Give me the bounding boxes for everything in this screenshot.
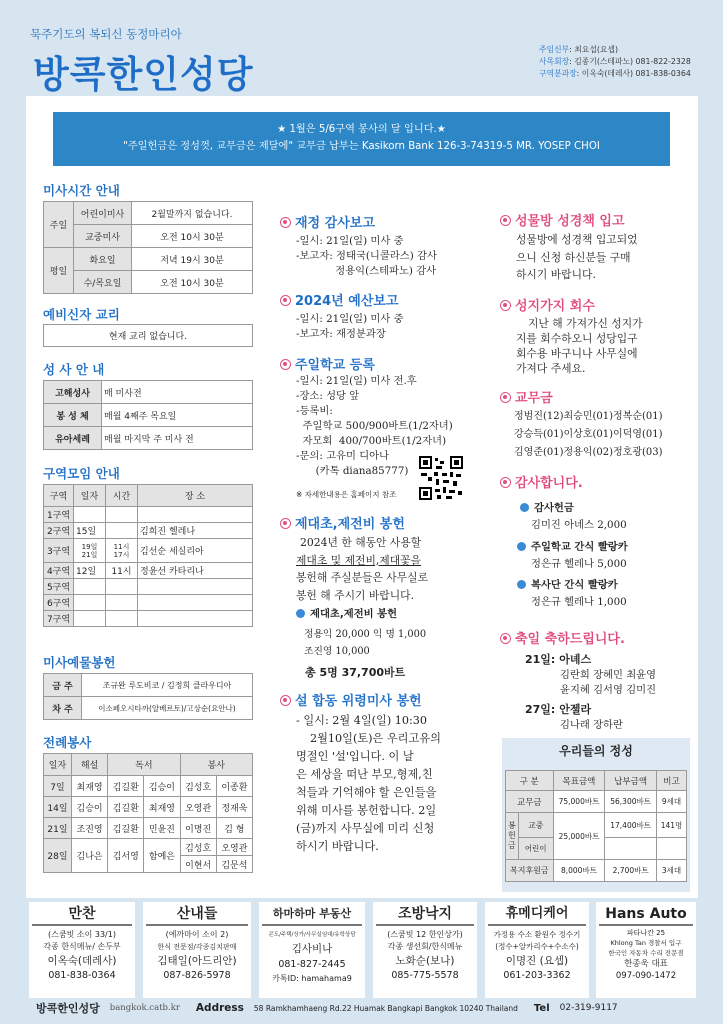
footer-addr: 58 Ramkhamhaeng Rd.22 Huamak Bangkapi Bangkok 10240 Thailand [253,1003,518,1013]
banner-line-2: "주일헌금은 정성껏, 교무금은 제달에" 교무금 납부는 Kasikorn Bank 126-3-74319-5 MR. YOSEP CHOI [123,141,600,152]
banner-line-1: ★ 1월은 5/6구역 봉사의 달 입니다.★ [277,124,446,135]
info-row-priest: 주임신부: 최요섭(요셉) [539,45,618,54]
feast-day-1-names: 김란희 장혜민 최윤영 윤지혜 김서영 김미진 [560,669,657,696]
page-title: 방콕한인성당 [33,53,254,96]
sincerity-title: 우리들의 정성 [559,744,633,758]
feast-day-2: 27일: 안젤라 [525,703,592,716]
dues-lines: 정범진(12)최승민(01)정복순(01) 강승득(01)이상호(01)이덕영(01) 김영준(01)정용익(02)정호광(03) [514,411,663,458]
bullet-icon [500,477,511,488]
thanks-heading: 감사합니다. [500,472,583,491]
budget-heading: 2024년 예산보고 [280,290,399,309]
newyear-lines: - 일시: 2월 4일(일) 10:30 2월10일(토)은 우리고유의 명절인 '설'입니다. 이 날 은 세상을 떠난 부모,형제,친 척들과 기억해야 할 은인들을 위해 미사를 봉헌합니다. 2일 (금)까지 사무실에 미리 신청 하시기 바랍니다. [296,714,441,853]
ads-strip [29,902,696,998]
candle-lines: 2024년 한 해동안 사용할 제대초 및 제전비,제대꽃을 봉헌해 주실분들은 사무실로 봉헌 해 주시기 바랍니다. [296,536,429,602]
feast-heading: 축일 축하드립니다. [500,628,625,647]
bullet-icon [500,392,511,403]
bullet-icon [500,633,511,644]
ad-manchan[interactable]: 만찬 (스쿰빗 소이 33/1) 각종 한식메뉴/ 손두부 이옥숙(데레사) 081-838-0364 [29,902,135,998]
sacrament-title: 성 사 안 내 [43,362,105,377]
sincerity-table: 구 분 목표금액 납부금액 비고 교무금 75,000바트 56,300바트 9세대 봉헌금 교중 25,000바트 17,400바트 141명 어린이 복지후원금 8,000바트 2,700바트 3세대 [505,770,687,882]
bullet-icon [500,215,511,226]
dues-heading: 교무금 [500,387,553,406]
ad-humedicare[interactable]: 휴메디케어 가정용 수소 환원수 정수기 (정수+알카리수+수소수) 이명진 (요셉) 061-203-3362 [485,902,589,998]
dot-icon [296,609,305,618]
thanks-line-3: 정은규 헬레나 1,000 [531,596,627,608]
shop-heading: 성물방 성경책 입고 [500,210,625,229]
altar-table: 일자 해설 독서 봉사 7일 최재영 김길환 김승이 김성호 이종환 14일 김승이 김길환 최재영 오영관 정재욱 21일 조진영 김길환 민윤진 이명진 김 형 28일 김나은 김서영 함예은 김성호 오영관 이현서 김문석 [43,753,253,873]
candle-sub: 제대초,제전비 봉헌 [296,605,397,620]
sacrament-table: 고해성사 매 미사전 봉 성 체 매월 4째주 목요일 유아세례 매월 마지막 주 미사 전 [43,380,253,450]
ad-hans-auto[interactable]: Hans Auto 파타나칸 25 Khlong Tan 경찰서 입구 한국인 자동차 수리 전문점 한종욱 대표 097-090-1472 [596,902,696,998]
school-lines: -일시: 21일(일) 미사 전.후 -장소: 성당 앞 -등록비: 주일학교 500/900바트(1/2자녀) 자모회 400/700바트(1/2자녀) -문의: 고유미 디아나 (카톡 diana85777) [296,375,453,477]
bullet-icon [280,217,291,228]
qr-code-icon[interactable] [418,455,464,501]
footer-web[interactable]: bangkok.catb.kr [109,1003,180,1013]
dot-icon [517,580,526,589]
finance-lines: -일시: 21일(일) 미사 중 -보고자: 정태국(니콜라스) 감사 정용익(스테파노) 감사 [296,235,437,277]
candle-heading: 제대초,제전비 봉헌 [280,513,405,532]
ad-hamahama[interactable]: 하마하마 부동산 콘도/주택/상가/사무실임대/유학상담 김사비나 081-827-2445 카톡ID: hamahama9 [259,902,365,998]
dot-icon [520,503,529,512]
candle-total: 총 5명 37,700바트 [305,666,406,679]
bullet-icon [280,518,291,529]
catechism-title: 예비신자 교리 [43,307,120,322]
ad-jobang[interactable]: 조방낙지 (스쿰빗 12 한인상가) 각종 생선회/한식메뉴 노화순(보나) 085-775-5578 [373,902,477,998]
subtitle: 묵주기도의 복되신 동정마리아 [30,27,182,41]
info-row-district: 구역분과장: 이옥숙(데레사) 081-838-0364 [539,69,691,78]
footer-name: 방콕한인성당 [36,1002,100,1015]
mass-table: 주일 어린이미사 2월말까지 없습니다. 교중미사 오전 10시 30분 평일 화요일 저녁 19시 30분 수/목요일 오전 10시 30분 [43,201,253,294]
offering-table: 금 주 조규완 루도비코 / 김정희 클라우디아 차 주 이소페오시타까(알베르토)/고상순(요안나) [43,673,253,720]
thanks-group-2: 주일학교 간식 빨랑카 [517,538,628,553]
budget-lines: -일시: 21일(일) 미사 중 -보고자: 재정분과장 [296,313,404,340]
footer [36,1000,618,1016]
bullet-icon [280,695,291,706]
info-row-president: 사목회장: 김종기(스테파노) 081-822-2328 [539,57,691,66]
footer-tel: 02-319-9117 [559,1003,618,1013]
notice-banner [53,112,670,166]
candle-items: 정용익 20,000 익 명 1,000 조진영 10,000 [304,629,427,657]
altar-title: 전례봉사 [43,735,92,750]
catechism-table: 현재 교리 없습니다. [43,324,253,347]
footer-tel-label: Tel [533,1002,550,1014]
school-note: ※ 자세한내용은 홈페이지 참조 [296,490,397,499]
shop-lines: 성물방에 성경책 입고되었 으니 신청 하신분들 구매 하시기 바랍니다. [516,233,638,281]
thanks-line-2: 정은규 헬레나 5,000 [531,558,627,570]
dot-icon [517,542,526,551]
mass-title: 미사시간 안내 [43,183,120,198]
offering-title: 미사예물봉헌 [43,655,116,670]
thanks-group-3: 복사단 간식 빨랑카 [517,576,618,591]
thanks-group-1: 감사헌금 [520,499,574,514]
thanks-line-1: 김미진 아녜스 2,000 [531,519,627,531]
district-title: 구역모임 안내 [43,466,120,481]
newyear-heading: 설 합동 위령미사 봉헌 [280,690,422,709]
finance-heading: 재정 감사보고 [280,212,375,231]
footer-addr-label: Address [195,1002,244,1014]
bullet-icon [280,295,291,306]
pilgrim-lines: 지난 해 가져가신 성지가 지를 회수하오니 성당입구 회수용 바구니나 사무실에 가져다 주세요. [516,317,643,375]
school-heading: 주일학교 등록 [280,354,375,373]
bullet-icon [280,359,291,370]
ad-sannaedeul[interactable]: 산내들 (에까마이 소이 2) 한식 전문점/각종김치판매 김태일(아드리안) 087-826-5978 [143,902,251,998]
bullet-icon [500,300,511,311]
feast-day-1: 21일: 아녜스 [525,653,592,666]
pilgrim-heading: 성지가지 회수 [500,295,595,314]
feast-day-2-names: 김나래 장하란 [560,719,623,731]
district-table: 구역 일자 시간 장 소 1구역 2구역 15일 김희진 헬레나 3구역 19일 21일 11시 17시 김선순 세실리아 4구역 12일 11시 정윤선 카타리나 5구역 6구역 7구역 [43,484,253,627]
